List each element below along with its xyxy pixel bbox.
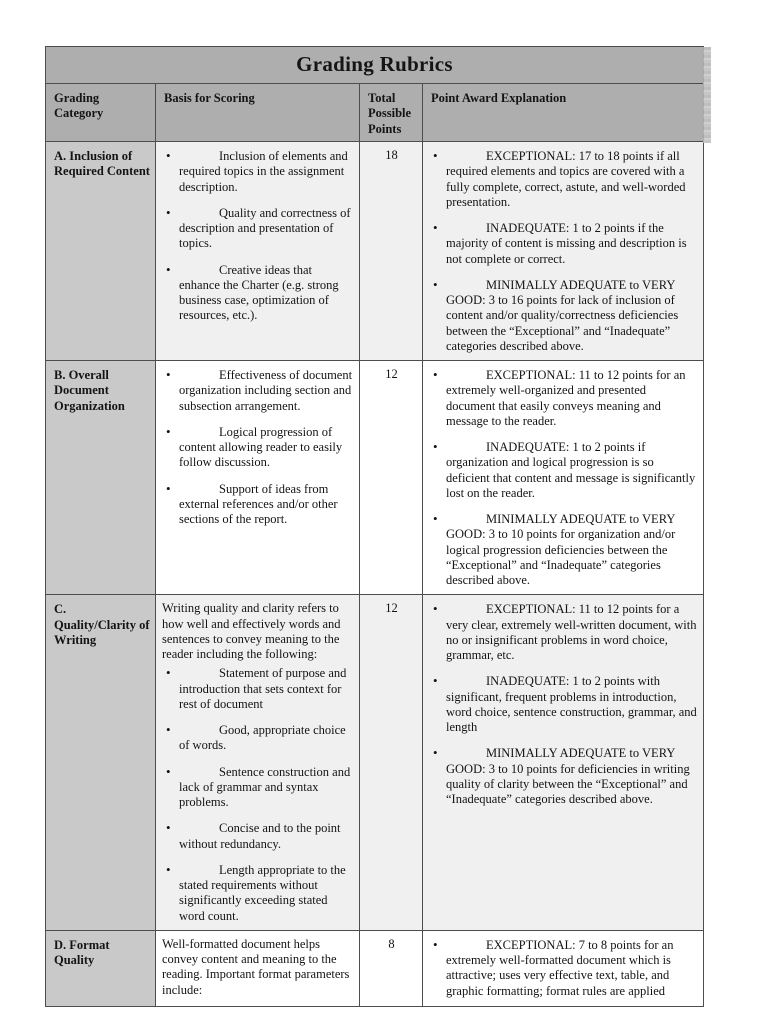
title-row — [46, 47, 704, 84]
category-cell: B. Overall Document Organization — [46, 361, 156, 595]
bullet-icon: • — [166, 665, 171, 681]
bullet-icon: • — [433, 367, 438, 382]
explanation-bullet-text: INADEQUATE: 1 to 2 points if the majority of content is missing and description is not complete or correct. — [446, 221, 687, 266]
basis-bullet-text: Support of ideas from external references and/or other sections of the report. — [179, 481, 338, 526]
explanation-bullet — [429, 149, 698, 210]
column-header-point-award-explanation: Point Award Explanation — [423, 84, 704, 142]
bullet-icon: • — [433, 745, 438, 761]
explanation-bullet — [429, 221, 698, 267]
basis-bullet — [162, 263, 354, 324]
explanation-bullet-text: MINIMALLY ADEQUATE to VERY GOOD: 3 to 10 points for deficiencies in writing quality of clarity between the “Exceptional” and “Inadequate” categories described above. — [446, 746, 690, 806]
basis-bullet — [162, 482, 354, 528]
points-cell: 8 — [360, 930, 423, 1006]
basis-bullet-text: Inclusion of elements and required topics in the assignment description. — [179, 149, 348, 194]
explanation-bullet-text: EXCEPTIONAL: 11 to 12 points for an extremely well-organized and presented document that easily conveys meaning and message to the reader. — [446, 368, 686, 428]
basis-bullet-text: Creative ideas that enhance the Charter (e.g. strong business case, optimization of resources, etc.). — [179, 262, 339, 323]
table-row — [46, 930, 704, 1006]
table-body — [46, 142, 704, 1007]
column-header-row — [46, 84, 704, 142]
bullet-icon: • — [166, 204, 171, 220]
basis-bullet — [162, 765, 354, 811]
basis-bullet — [162, 863, 354, 924]
bullet-icon: • — [166, 861, 171, 877]
explanation-bullet-text: INADEQUATE: 1 to 2 points with significant, frequent problems in introduction, word choice, sentence construction, grammar, and length — [446, 674, 697, 734]
explanation-bullet — [429, 278, 698, 354]
bullet-icon: • — [166, 820, 171, 836]
points-cell: 18 — [360, 142, 423, 361]
bullet-icon: • — [433, 936, 438, 952]
bullet-icon: • — [433, 511, 438, 526]
bullet-icon: • — [433, 148, 438, 163]
bullet-icon: • — [433, 601, 438, 617]
explanation-bullet-text: EXCEPTIONAL: 7 to 8 points for an extremely well-formatted document which is attractive; uses very effective text, table, and graphic formatting; format rules are applied — [446, 937, 674, 998]
explanation-bullet-text: INADEQUATE: 1 to 2 points if organization and logical progression is so deficient that content and message is significantly lost on the reader. — [446, 440, 696, 500]
column-header-total-possible-points: Total Possible Points — [360, 84, 423, 142]
explanation-bullet-text: MINIMALLY ADEQUATE to VERY GOOD: 3 to 10 points for organization and/or logical progression deficiencies between the “Exceptional” and “Inadequate” categories described above. — [446, 512, 676, 587]
bullet-icon: • — [166, 480, 171, 496]
explanation-bullet — [429, 512, 698, 588]
basis-bullet — [162, 723, 354, 754]
explanation-bullet — [429, 440, 698, 501]
bullet-icon: • — [433, 276, 438, 292]
explanation-cell — [423, 361, 704, 595]
basis-cell — [156, 595, 360, 931]
basis-cell — [156, 930, 360, 1006]
explanation-bullet — [429, 602, 698, 663]
explanation-cell — [423, 142, 704, 361]
category-cell: C. Quality/Clarity of Writing — [46, 595, 156, 931]
basis-bullet — [162, 666, 354, 712]
bullet-icon: • — [166, 423, 171, 439]
basis-intro: Well-formatted document helps convey content and meaning to the reading. Important format parameters include: — [162, 936, 350, 997]
basis-bullet-text: Sentence construction and lack of grammar and syntax problems. — [179, 764, 351, 809]
bullet-icon: • — [166, 722, 171, 737]
column-header-grading-category: Grading Category — [46, 84, 156, 142]
table-title: Grading Rubrics — [46, 47, 704, 84]
table-row — [46, 361, 704, 595]
scan-edge-artifact — [703, 47, 711, 143]
basis-bullet-text: Effectiveness of document organization including section and subsection arrangement. — [179, 368, 353, 413]
basis-bullet — [162, 821, 354, 852]
explanation-bullet — [429, 746, 698, 807]
basis-bullet — [162, 368, 354, 414]
points-cell: 12 — [360, 595, 423, 931]
explanation-bullet-text: MINIMALLY ADEQUATE to VERY GOOD: 3 to 16 points for lack of inclusion of content and/or quality/correctness deficiencies between the “Exceptional” and “Inadequate” categories described above. — [446, 277, 679, 353]
explanation-bullet — [429, 368, 698, 429]
basis-bullet-text: Quality and correctness of description and presentation of topics. — [179, 205, 351, 251]
basis-intro: Writing quality and clarity refers to how well and effectively words and sentences to convey meaning to the reader including the following: — [162, 601, 341, 661]
explanation-bullet-text: EXCEPTIONAL: 17 to 18 points if all required elements and topics are covered with a fully complete, correct, astute, and well-worded presentation. — [446, 149, 686, 209]
bullet-icon: • — [166, 148, 171, 163]
explanation-cell — [423, 930, 704, 1006]
bullet-icon: • — [166, 261, 171, 277]
points-cell: 12 — [360, 361, 423, 595]
explanation-bullet — [429, 674, 698, 735]
basis-bullet — [162, 149, 354, 195]
explanation-bullet-text: EXCEPTIONAL: 11 to 12 points for a very clear, extremely well-written document, with no or insignificant problems in word choice, grammar, etc. — [446, 602, 697, 662]
basis-bullet-text: Good, appropriate choice of words. — [179, 723, 346, 753]
table-row — [46, 595, 704, 931]
basis-bullet-text: Length appropriate to the stated requirements without significantly exceeding stated word count. — [179, 862, 346, 923]
category-cell: A. Inclusion of Required Content — [46, 142, 156, 361]
bullet-icon: • — [433, 673, 438, 689]
basis-bullet — [162, 206, 354, 252]
bullet-icon: • — [433, 439, 438, 454]
basis-cell — [156, 361, 360, 595]
grading-rubrics-table — [45, 46, 704, 1007]
category-cell: D. Format Quality — [46, 930, 156, 1006]
basis-bullet-text: Logical progression of content allowing reader to easily follow discussion. — [179, 424, 343, 470]
explanation-cell — [423, 595, 704, 931]
column-header-basis-for-scoring: Basis for Scoring — [156, 84, 360, 142]
basis-bullet — [162, 425, 354, 471]
basis-bullet-text: Concise and to the point without redundancy. — [179, 821, 341, 851]
basis-cell — [156, 142, 360, 361]
bullet-icon: • — [166, 367, 171, 382]
table-row — [46, 142, 704, 361]
bullet-icon: • — [433, 220, 438, 235]
explanation-bullet — [429, 938, 698, 999]
basis-bullet-text: Statement of purpose and introduction that sets context for rest of document — [179, 666, 347, 711]
bullet-icon: • — [166, 763, 171, 779]
